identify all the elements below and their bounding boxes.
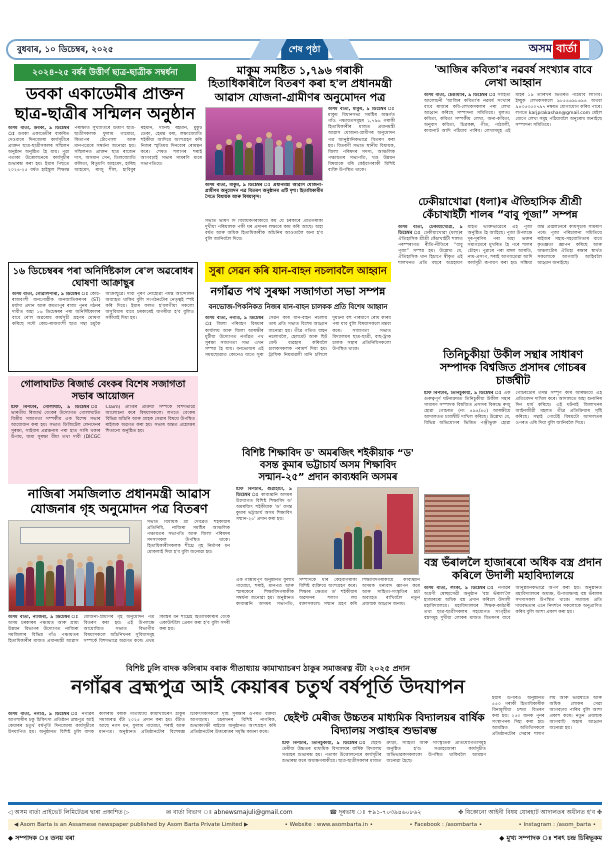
flourish-icon: ✤ — [595, 809, 602, 816]
page-label: শেষ পৃষ্ঠা — [281, 39, 329, 60]
legal-note: ✤ যিকোনো আইনী বিষয় যোৰহাট আদালতৰ অধীনত হ'ব ✤ — [458, 809, 602, 816]
phone-icon: ☎ — [329, 809, 339, 816]
article-body: অসম বাৰ্তা, গোৱালপাৰা, ৯ ডিচেম্বৰ ঃ কোচ-ৰাজবংশী জনগোষ্ঠীক জনজাতিকৰণৰ (ST) মৰ্যাদা প্ৰদান আৰু কমতাপুৰ ৰাজ্য পুনৰ গঠনৰ দাবীত অহা ১৬ ডিচেম্বৰৰ পৰা অনিৰ্দিষ্টকালৰ বাবে ৰে'ল অৱৰোধ কাৰ্যসূচী গ্ৰহণৰ ঘোষণা কৰিছে সদৌ কোচ-ৰাজবংশী ছাত্ৰ সন্থা চমুকৈ আক্ৰাছুৱে। দাবী পূৰণ নোহোৱা পৰ্যন্ত আন্দোলন অব্যাহত থাকিব বুলি সংগঠনটোৰ নেতৃত্বই স্পষ্ট কৰি দিয়ে। ইয়াৰ ফলত হ'বলগীয়া সকলো অসুবিধাৰ বাবে চৰকাৰেই জগৰীয়া হ'ব বুলিও সকীয়াই দিয়া হয়। — [12, 292, 194, 328]
article-headline: ১৬ ডিচেম্বৰৰ পৰা অনিৰ্দিষ্টকাল ৰে'ল অৱৰোধৰ ঘোষণা আক্ৰাছুৰ — [12, 266, 194, 289]
article-headline: ডবকা একাডেমীৰ প্ৰাক্তন ছাত্ৰ-ছাত্ৰীৰ সন্মিলন অনুষ্ঠান — [14, 84, 196, 123]
article-headline: তিনিচুকীয়া উকীল সন্থাৰ সাধাৰণ সম্পাদক বিশ্বজিত প্ৰসাদৰ গোচৰৰ চাৰ্জশ্বীট — [439, 348, 587, 388]
article-brahmaputra-strap: বিশিষ্ট ঢুলি বাদক কলিৰাম বৰাক গীতাধ্যায় কামাখ্যাচৰণ ঠাকুৰ সমাজৰত্ন বঁটা ২০২৫ প্ৰদান — [126, 664, 410, 673]
envelope-icon: ✉ — [166, 809, 174, 816]
english-publisher-line: ◀ Asom Barta is an Assamese newspaper published by Asom Barta Private Limited ▶ — [14, 821, 249, 828]
article-body: ইয়াৰ উপৰিও অনুষ্ঠানত ৫৫০ গৰাকী হিতাধিকাৰীক বিনামূলীয়া চশমা বিতৰণ কৰা হয়। ২৫০ জনক পুনৰ সংস্থাপনৰ দিহা কৰা হয়। আমন্ত্ৰিত অতিথিসকলে প্ৰতিষ্ঠানটোৰ সেৱাৰ শলাগ লয় আৰু ভৱিষ্যতে আৰু অধিক লোকৰ সেৱা আগবঢ়াব পাৰিব বুলি আশা প্ৰকাশ কৰে। নতুন প্ৰজন্মক আগবাঢ়ি অহাৰ আহ্বান জনোৱা হয়। — [492, 696, 602, 738]
footer-editors-row — [8, 833, 602, 844]
article-headline: ঢেকীয়াখোৱা (ধলা)ৰ ঐতিহাসিক শ্ৰীশ্ৰী কেঁচাখাইটী শালৰ “বাবু পূজা” সম্পন্ন — [418, 196, 582, 221]
article-dabaka-reunion — [8, 64, 202, 258]
right-pointer-icon: ▶ — [242, 821, 249, 828]
news-email: ✉ বাৰ্তা বিভাগ ঃ abnewsmajuli@gmail.com — [166, 809, 293, 816]
article-headline: ছেইণ্ট মেৰীজ উচ্চতৰ মাধ্যমিক বিদ্যালয়ৰ বাৰ্ষিক বিদ্যালয় সপ্তাহৰ শুভাৰম্ভ — [283, 712, 485, 737]
article-sikshabid-sanman — [236, 448, 420, 660]
instagram-link: • Instagram : /asom_barta • — [518, 821, 596, 828]
right-arrow-icon: ▷ — [122, 809, 130, 816]
article-ajir-kabita — [424, 64, 602, 194]
article-body: অসম বাৰ্তা, নগাঁও, ৯ ডিচেম্বৰ ঃ জিলা পৰিবহণ বিষয়াৰ কাৰ্যালয় আৰু জিলা আৰক্ষীৰ যুটীয়া উদ্যোগত নগাঁৱত পথ সুৰক্ষা সজাগতা সভা এখন সম্পন্ন হৈ যায়। বনভোজৰ এই সময়ছোৱাত কোনেও যাতে সুৰা সেৱন কৰি যান-বাহন নচলায় তাৰ প্ৰতি সভাত বিশেষ আহ্বান জনোৱা হয়। তীব্ৰ গতিত বাহন নচলাবলৈ, হেলমেট আৰু ছিট বেল্ট ব্যৱহাৰ কৰিবলৈ চালকসকলক পৰামৰ্শ দিয়া হয়। ট্ৰাফিক নিয়মাৱলী মানি চলিলে দুৰ্ঘটনা বহু পৰিমাণে ৰোধ কৰিব পৰা যাব বুলি বিষয়াসকলে মন্তব্য কৰে। সজাগতা সভাত বিদ্যালয়ৰ ছাত্ৰ-ছাত্ৰী, বাছ-ট্ৰাক চালক সন্থাৰ প্ৰতিনিধিসকলো উপস্থিত থাকে। — [205, 316, 391, 358]
diamond-icon: ◆ — [8, 834, 16, 842]
article-headline: নাজিৰা সমজিলাত প্ৰধানমন্ত্ৰী আৱাস যোজনাৰ গৃহ অনুমোদন পত্ৰ বিতৰণ — [27, 486, 211, 517]
article-kicker: ২০২৪-২৫ বৰ্ষৰ উত্তীৰ্ণ ছাত্ৰ-ছাত্ৰীক সম্বৰ্ধনা — [14, 64, 196, 81]
article-body: অসম বাৰ্তা, লংকা, ৯ ডিচেম্বৰ ঃ নগাঁৱৰ অগ্ৰণী স্বেচ্ছাসেৱী অনুষ্ঠান 'বস্ত্ৰ ভঁৰাল'লৈ হাজাৰৰো অধিক বস্ত্ৰ প্ৰদান কৰিলে উদালী মহাবিদ্যালয়ে। মহাবিদ্যালয়ৰ শিক্ষক-কৰ্মচাৰী তথা ছাত্ৰ-ছাত্ৰীসকলৰ সহযোগত সংগৃহীত বস্ত্ৰসমূহ দুখীয়া লোকৰ মাজত বিতৰণৰ বাবে আনুষ্ঠানিকভাৱে অৰ্পণ কৰা হয়। অনুষ্ঠানত মহাবিদ্যালয়ৰ অধ্যক্ষ, উপাধ্যক্ষসহ বস্ত্ৰ ভঁৰালৰ সদস্যসকল উপস্থিত থাকে। সমাজৰ প্ৰতি দায়বদ্ধতাৰ এনে নিদৰ্শনে সকলোকে অনুপ্ৰাণিত কৰিব বুলি আশা প্ৰকাশ কৰা হয়। — [424, 585, 602, 622]
masthead-text-black: অসম — [528, 42, 553, 55]
article-tinsukia-chargesheet — [424, 348, 602, 554]
highlight-headline: সুৰা সেৱন কৰি যান-বাহন নচলাবলৈ আহ্বান — [205, 262, 391, 282]
article-stmarys-week — [282, 712, 486, 800]
article-nazira-awas — [8, 486, 230, 660]
edition-date: বুধবাৰ, ১০ ডিচেম্বৰ, ২০২৫ — [17, 44, 114, 55]
article-babu-puja — [398, 196, 602, 344]
flourish-icon: ✤ — [458, 809, 466, 816]
footer-contact-row — [8, 807, 602, 818]
article-body: ষ্টাফ ৰিপৰ্টাৰ, গোলাঘাট, ৯ ডিচেম্বৰ ঃভাৰতীয় ৰিজাৰ্ভ বেংকৰ উদ্যোগত গোলাঘাটত বিত্তীয় সজাগতা সম্পৰ্কীয় এক বিশেষ সভাৰ আয়োজন কৰা হয়। সভাত ডিজিটেল লেনদেনৰ সুৰক্ষা, সাইবাৰ প্ৰৱঞ্চনাৰ পৰা হাত সাৰি থকাৰ উপায়, জমা সুৰক্ষা বীমা তথা দাবী (DICGC Claim) প্ৰাপ্তিৰ প্ৰক্ৰিয়া সম্পৰ্কে বিশদভাৱে আলোচনা কৰে বিষয়াসকলে। লগতে বেংকৰ বিভিন্ন আঁচনি আৰু গ্ৰাহক সেৱাৰ বিষয়ে উপস্থিত ৰাইজক অৱগত কৰা হয়। সভাৰ অন্তত প্ৰশ্নোত্তৰ শিতানো অনুষ্ঠিত হয়। — [11, 405, 195, 441]
article-body: অসম বাৰ্তা, মাকুম, ৯ ডিচেম্বৰ ঃমাকুম বিধানসভা সমষ্টিৰ অন্তৰ্গত গাঁও পঞ্চায়তসমূহৰ ১,৭৯৬ গৰাকী হিতাধিকাৰীৰ মাজত প্ৰধানমন্ত্ৰী আৱাস যোজনা-গ্ৰামীণৰ অনুমোদন পত্ৰ আনুষ্ঠানিকভাৱে বিতৰণ কৰা হয়। বিতৰণী সভাত স্থানীয় বিধায়ক, জিলা পৰিষদৰ সদস্য, আঞ্চলিক পঞ্চায়তৰ সভাপতি, খণ্ড উন্নয়ন বিষয়াকে ধৰি কেইবাগৰাকী বিশিষ্ট ব্যক্তি উপস্থিত থাকে। — [328, 107, 395, 173]
masthead-logo — [529, 40, 584, 59]
article-body-side: সভাত বিধায়ক শ্ৰী দেবব্ৰত শইকীয়াৰ প্ৰতিনিধি, নাজিৰা সমষ্টিৰ আঞ্চলিক পঞ্চায়তৰ সভাপতি আৰু জিলা পৰিষদৰ সদস্যসকল উপস্থিত থাকে। হিতাধিকাৰীসকলক শীঘ্ৰে গৃহ নিৰ্মাণৰ ধন মোকলাই দিয়া হ'ব বুলি জনোৱা হয়। — [147, 519, 230, 555]
facebook-link: • Facebook : /asombarta • — [409, 821, 483, 828]
footer-divider-rule — [8, 802, 602, 805]
article-headline: 'আজিৰ কবিতা'ৰ নৱবৰ্ষ সংখ্যাৰ বাবে লেখা আহ্বান — [434, 64, 592, 89]
article-body: অসম বাৰ্তা, ডবকা, ৯ ডিচেম্বৰ ঃ ডবকা একাডেমীৰ বাকৰিত দেওবাৰে দিনজোৰা কাৰ্যসূচীৰে প্ৰাক্তন ছাত্ৰ-ছাত্ৰীসকলৰ সন্মিলন অনুষ্ঠান অনুষ্ঠিত হৈ যায়। পুৱা পতাকা উত্তোলনেৰে কাৰ্যসূচীৰ শুভাৰম্ভ কৰা হয়। ইয়াৰ পিছতে ২০২৪-২৫ বৰ্ষত হাইস্কুল শিক্ষান্ত পৰীক্ষাত সুখ্যাতিৰে উত্তীৰ্ণ ছাত্ৰ-ছাত্ৰীসকলক ফুলাম গামোচা, কিতাপৰ টোপোলা আৰু মানপত্ৰেৰে সম্বৰ্ধনা জনোৱা হয়। সন্মিলনত প্ৰাক্তন ছাত্ৰ ৰাজেন দাস, অসমান সেন, তিলজ্যোতি কলিতা, ৰিতুমণি আহমেদ, হাৰিছ আহমেদ, ৰাজু শীল, হাবিবুৰ ৰহমান, দানিছ ৰহমান, মুকুট ডেকা, হেমন্ত বৰা, লক্ষ্যজ্যোতি শইকীয়া আদিয়ে অংশগ্ৰহণ কৰি নিজৰ স্মৃতিময় দিনবোৰ ৰোমন্থন কৰে। শেষত শলাগৰ শৰাই আগবঢ়াই সভাৰ সামৰণি মাৰে সভাপতিয়ে। — [8, 126, 202, 174]
article-photo-stage — [205, 107, 323, 181]
left-pointer-icon: ◀ — [14, 821, 20, 828]
article-headline: বস্ত্ৰ ভঁৰাললৈ হাজাৰৰো অধিক বস্ত্ৰ প্ৰদান কৰিলে উদালী মহাবিদ্যালয়ে — [424, 556, 602, 583]
left-arrow-icon: ◁ — [8, 809, 15, 816]
phone-number: ☎ দূৰভাষ ঃ +৯১-৭০৩৯৪৬০৮৬২ — [329, 809, 422, 816]
article-photo-clipping — [424, 494, 470, 554]
article-rail-blockade — [8, 262, 198, 372]
article-continuation-column — [492, 696, 602, 800]
article-headline: গোলাঘাটত ৰিজাৰ্ভ বেংকৰ বিশেষ সজাগতা সভাৰ আয়োজন — [20, 379, 186, 402]
article-body: এক গাম্ভীৰ্যপূৰ্ণ অনুষ্ঠানত ফুলাম গামোচা, শৰাই, মানপত্ৰ আৰু স্মাৰকেৰে শিক্ষাবিদগৰাকীক সম্বৰ্ধনা জনোৱা হয়। অনুষ্ঠানত কাব্যধ্বনি অসমৰ সভাপতি, সম্পাদকে ধৰি কেইবাগৰাকী বিশিষ্ট ব্যক্তিয়ে অংশগ্ৰহণ কৰে। শিক্ষাৰ ক্ষেত্ৰত ড' শইকীয়াৰ অৱদানৰ শলাগ লয় বক্তাসকলে। সন্মান গ্ৰহণ কৰি শিক্ষাবিদগৰাকীয়ে কাব্যধ্বনি অসমক ধন্যবাদ জ্ঞাপন কৰে আৰু সাহিত্য-সংস্কৃতিৰ চৰ্চা অব্যাহত ৰাখিবলৈ নতুন প্ৰজন্মক আহ্বান জনায়। — [236, 577, 420, 608]
article-body: অসম বাৰ্তা, ঢেকীয়াখোৱা, ৯ ডিচেম্বৰ ঃ ঢেকীয়াখোৱা (ধলা)ৰ ঐতিহাসিক শ্ৰীশ্ৰী কেঁচাখাইটী শালত পৰম্পৰাগত ৰীতি-নীতিৰে “বাবু পূজা” সম্পন্ন হয়। উল্লেখ্য যে, ঐতিহাসিক থান হিচাপে স্বীকৃত এই শালখনত প্ৰতি বছৰে অগ্ৰহায়ণ মাহত ভক্তিভাৱেৰে এই পূজা অনুষ্ঠিত হৈ আহিছে। পূজা উপলক্ষে দূৰ-দূৰণিৰ পৰা অহা ভক্তৰ সমাগমেৰে মুখৰিত হৈ পৰে শালৰ চৌহদ। পুৱাৰে পৰা মঙ্গল আৰতি, নাম-প্ৰসংগ, শৰাই আগবঢ়োৱা আদি কাৰ্যসূচী ৰূপায়ণ কৰা হয়। সন্ধিয়া বন্তি প্ৰজ্বলনেৰে কাৰ্যসূচীৰ সামৰণি পৰে। পূজা পৰিচালনা সমিতিয়ে ৰাইজৰ সহায়-সহযোগিতাৰ বাবে কৃতজ্ঞতা জ্ঞাপন কৰিছে আৰু অঞ্চলটোৰ ঐতিহ্য ৰক্ষাৰ স্বাৰ্থত সকলোকে আগবাঢ়ি আহিবলৈ আহ্বান জনাইছে। — [398, 224, 602, 266]
editor-name: ◆ সম্পাদক ঃ তনয় বৰা — [8, 834, 75, 842]
page-header — [6, 39, 603, 60]
footer-links-row — [8, 819, 602, 830]
website-link: • Website : www.asombarta.in • — [284, 821, 374, 828]
article-headline: বিশিষ্ট শিক্ষাবিদ ড' অমৰজিৎ শইকীয়াক “ড' বসন্ত কুমাৰ ভট্টাচাৰ্য অসম শিক্ষাবিদ সন্মান-২৫” প্ৰদান কাব্যধ্বনি অসমৰ — [242, 448, 414, 483]
article-body-continued: সভাত ভাষণ দি বিধায়কগৰাকীয়ে কয় যে চৰকাৰে প্ৰতিগৰাকী দুখীয়া পৰিয়ালক পকী ঘৰ প্ৰদানৰ লক্ষ্যৰে কাম কৰি আছে। অহা বৰ্ষত আৰু অধিক হিতাধিকাৰীক আঁচনিৰ আওতালৈ অনা হ'ব বুলি জানিবলৈ দিয়ে। — [205, 219, 323, 243]
article-body: অসম বাৰ্তা, চেঙামাৰি, ৯ ডিচেম্বৰ ঃ সাহিত্য আলোচনী 'আজিৰ কবিতা'ৰ নৱবৰ্ষ সংখ্যাৰ বাবে ৰাজ্যৰ কবি-লেখকসকলৰ পৰা লেখা আহ্বান কৰিছে সম্পাদনা সমিতিয়ে। মূলতঃ কবিতা, কবিতা সম্পৰ্কীয় লেখা, অনা-কবিতা, অনুবাদ কবিতা, চিত্ৰকল্প, গীত, পাঠ্যালী, কাব্যনাট আদি পঠিয়াব পাৰিব। লেখাসমূহ এই মাহৰ ১৯ তাৰিখৰ ভিতৰত পঠিয়াব লাগিব। ইচ্ছুক লেখকসকলে ৯৮৫৪৬৯৮৬৯৪ অথবা ৯৪৩৫৩৫০৭৯৭ নম্বৰত যোগাযোগ কৰিব পাৰে। লগতে karjprakashan@gmail.com মেইল যোগে লেখা সমূহ পঠিয়াবলৈ অনুৰোধ জনাইছে সম্পাদনা সমিতিয়ে। — [424, 92, 602, 134]
article-brahmaputra-body: অসম বাৰ্তা, নগাঁও, ৯ ডিচেম্বৰ ঃ নগাঁৱৰ আগশাৰীৰ চকু চিকিৎসা প্ৰতিষ্ঠান ব্ৰহ্মপুত্ৰ আই কেয়াৰৰ চতুৰ্থ বৰ্ষপূৰ্তি দিনজোৰা কাৰ্যসূচীৰে উদযাপিত হয়। অনুষ্ঠানত বিশিষ্ট ঢুলি বাদক কলিৰাম বৰাক গীতাধ্যায় কামাখ্যাচৰণ ঠাকুৰ সমাজৰত্ন বঁটা ২০২৫ প্ৰদান কৰা হয়। বঁটাত আছে নগদ ধন, ফুলাম গামোচা, শৰাই আৰু মানপত্ৰ। অনুষ্ঠানত প্ৰতিষ্ঠানটোৰ বিশেষজ্ঞ চিকিৎসকসকলে দৃষ্টি সুৰক্ষাৰ ওপৰত বক্তব্য আগবঢ়ায়। চহৰখনৰ বিশিষ্ট নাগৰিক, শুভাকাংক্ষী ৰাইজে অনুষ্ঠানত অংশগ্ৰহণ কৰি প্ৰতিষ্ঠানটোৰ উত্তৰোত্তৰ সমৃদ্ধি কামনা কৰে। — [8, 712, 276, 736]
article-body: অসম বাৰ্তা, নাজিৰা, ৯ ডিচেম্বৰ ঃঅসম চৰকাৰৰ পঞ্চায়ত আৰু গ্ৰাম্য উন্নয়ন বিভাগৰ উদ্যোগত নাজিৰা সমজিলাৰ বিভিন্ন গাঁও পঞ্চায়তৰ হিতাধিকাৰীৰ মাজত প্ৰধানমন্ত্ৰী আৱাস যোজনা-গ্ৰামীণৰ গৃহ অনুমোদন পত্ৰ বিতৰণ কৰা হয়। এই উপলক্ষে আয়োজিত সভাত বিভাগীয় বিষয়াসকলে আঁচনিখনৰ সুবিধাসমূহ সম্পৰ্কে বিশদভাৱে অৱগত কৰে। প্ৰথম কিস্তিৰ ধন শীঘ্ৰেই হিতাধিকাৰীৰ বেংক একাউণ্টলৈ প্ৰেৰণ কৰা হ'ব বুলি সদৰী কৰা হয়। — [8, 614, 230, 644]
header-end-cap — [589, 39, 601, 60]
article-makum-awas — [205, 64, 395, 260]
article-brahmaputra-headline: নগাঁৱৰ ব্ৰহ্মপুত্ৰ আই কেয়াৰৰ চতুৰ্থ বৰ্ষপূৰ্তি উদযাপন — [71, 676, 465, 698]
photo-caption: অসম বাৰ্তা, মাকুম, ৯ ডিচেম্বৰ ঃ প্ৰধানমন্ত্ৰী আৱাস যোজনা-গ্ৰামীণৰ অনুমোদন পত্ৰ বিতৰণ অনুষ্ঠানৰ এটি দৃশ্য। হিতাধিকাৰীৰ সৈতে বিধায়ক আৰু বিষয়াবৃন্দ। — [205, 183, 323, 201]
article-subhead: বনভোজ-পিকনিকত নিজৰ যান-বাহন চালকক প্ৰতি বিশেষ আহ্বান — [208, 303, 388, 312]
article-road-safety — [205, 262, 391, 444]
article-headline: মাকুম সমষ্টিত ১,৭৯৬ গৰাকী হিতাধিকাৰীলৈ বিতৰণ কৰা হ'ল প্ৰধানমন্ত্ৰী আৱাস যোজনা-গ্ৰামীণৰ অনুমোদন পত্ৰ — [208, 64, 392, 104]
article-body: ষ্টাফ ৰিপৰ্টাৰ, তিনিচুকীয়া, ৯ ডিচেম্বৰ ঃ এক গুৰুত্বপূৰ্ণ ঘটনাক্ৰমত তিনিচুকীয়া উকীল সন্থাৰ সাধাৰণ সম্পাদক বিশ্বজিত প্ৰসাদৰ বিৰুদ্ধে ৰুজু হোৱা গোচৰত (নং ৪৯৪/৪৫) আৰক্ষীয়ে আদালতত চাৰ্জশ্বীট দাখিল কৰিছে। উল্লেখ্য যে, বিভিন্ন অভিযোগৰ ভিত্তিত পঞ্জীভুক্ত হোৱা গোচৰটোৰ তদন্ত সম্পূৰ্ণ কৰি আৰক্ষীয়ে এই প্ৰতিবেদন দাখিল কৰে। আদালতে অহা শুনানিৰ দিন ধাৰ্য কৰিছে। এই ঘটনাই জিলাখনৰ আইনজীৱী মহলত তীব্ৰ প্ৰতিক্ৰিয়াৰ সৃষ্টি কৰিছে। সন্থাই গোটেই বিষয়টো আদালতৰ ওপৰত এৰি দিয়া বুলি জানিবলৈ দিয়ে। — [424, 390, 602, 426]
article-headline: নগাঁৱত পথ সুৰক্ষা সজাগতা সভা সম্পন্ন — [210, 285, 386, 298]
article-body-side: ষ্টাফ ৰিপৰ্টাৰ, গুৱাহাটী, ৯ ডিচেম্বৰ ঃ কাব্যধ্বনি অসমৰ উদ্যোগত বিশিষ্ট শিক্ষাবিদ ড' অমৰজিৎ শইকীয়াক 'ড' বসন্ত কুমাৰ ভট্টাচাৰ্য অসম শিক্ষাবিদ সন্মান-২৫' প্ৰদান কৰা হয়। — [236, 486, 292, 523]
article-golaghat-rbi — [8, 376, 198, 484]
publisher-line: ◁ অসম বাৰ্তা প্ৰাইভেট লিমিটেডৰ দ্বাৰা প্ৰকাশিত ▷ — [8, 809, 130, 816]
diamond-icon: ◆ — [499, 834, 507, 842]
article-photo-stage — [8, 520, 142, 612]
article-body: ষ্টাফ ৰিপৰ্টাৰ, তিনিচুকীয়া, ৯ ডিচেম্বৰ ঃ ছেইণ্ট মেৰীজ উচ্চতৰ মাধ্যমিক বিদ্যালয়ৰ বাৰ্ষিক বিদ্যালয় সপ্তাহৰ শুভাৰম্ভ হয়। পতাকা উত্তোলনেৰে কাৰ্যসূচীৰ শুভাৰম্ভ কৰে অধ্যক্ষগৰাকীয়ে। ছাত্ৰ-ছাত্ৰীসকলৰ মাজত ক্ৰীড়া, সাহিত্য আৰু সাংস্কৃতিক প্ৰতিযোগিতাসমূহ অনুষ্ঠিত হ'ব। সপ্তাহজোৰা কাৰ্যসূচীত অভিভাৱকসকলকো উপস্থিত থাকিবলৈ আমন্ত্ৰণ জনোৱা হৈছে। — [282, 740, 486, 764]
page-label-ribbon — [255, 39, 355, 60]
chief-editor-name: ◆ মুখ্য সম্পাদক ঃ শৰৎ চন্দ্ৰ চিৰিভূকম — [499, 834, 602, 842]
article-photo-ceremony — [297, 487, 419, 575]
masthead-text-red: বাৰ্তা — [553, 40, 580, 59]
